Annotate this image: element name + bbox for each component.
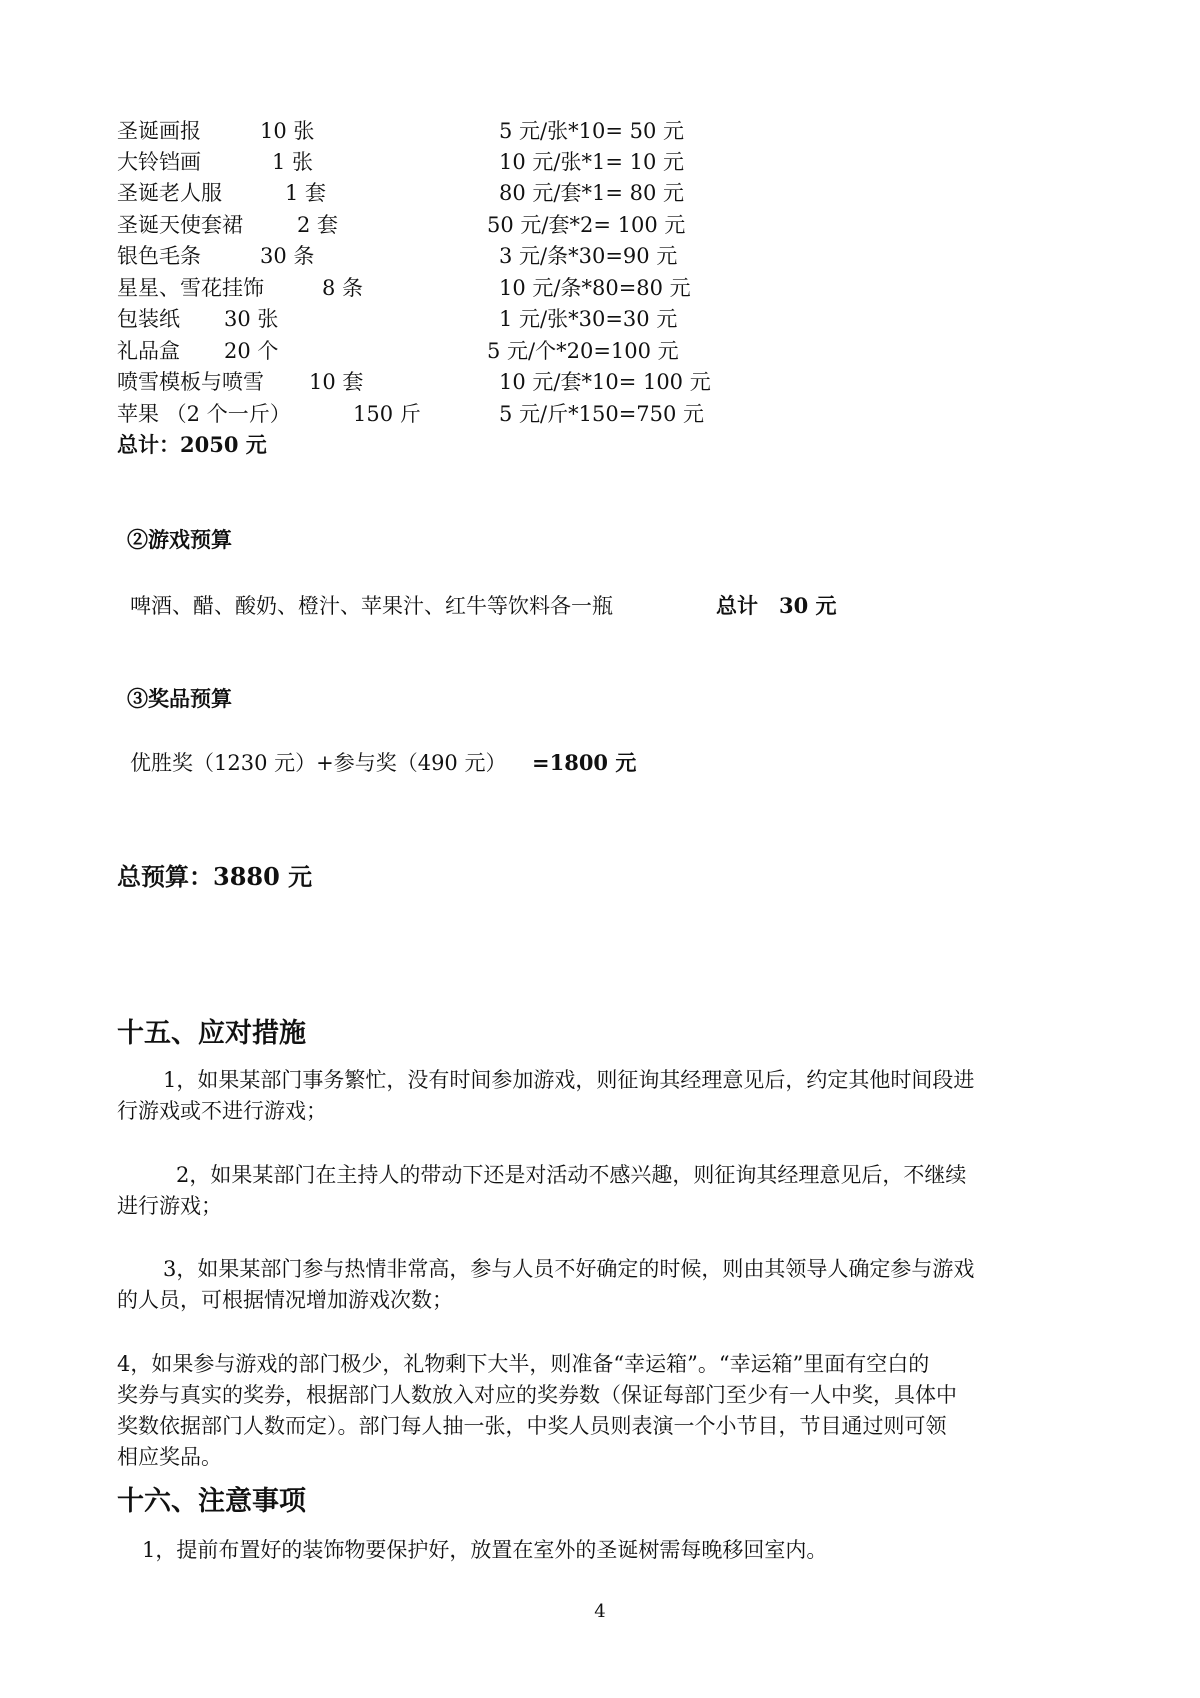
paragraph-line: 3，如果某部门参与热情非常高，参与人员不好确定的时候，则由其领导人确定参与游戏 — [163, 1257, 975, 1281]
item-qty: 30 张 — [224, 307, 279, 331]
paragraph-line: 1，提前布置好的装饰物要保护好，放置在室外的圣诞树需每晚移回室内。 — [142, 1538, 828, 1562]
item-qty: 1 张 — [272, 150, 314, 174]
paragraph-line: 行游戏或不进行游戏； — [117, 1099, 327, 1123]
budget-row — [117, 304, 1017, 334]
paragraph-line: 进行游戏； — [117, 1194, 222, 1218]
item-name: 圣诞天使套裙 — [117, 213, 243, 237]
item-name: 银色毛条 — [117, 244, 201, 268]
item-calc: 5 元/斤*150=750 元 — [499, 402, 705, 426]
item-calc: 10 元/张*1= 10 元 — [499, 150, 685, 174]
game-budget-text: 啤酒、醋、酸奶、橙汁、苹果汁、红牛等饮料各一瓶 — [130, 594, 613, 618]
paragraph-line: 2，如果某部门在主持人的带动下还是对活动不感兴趣，则征询其经理意见后，不继续 — [176, 1163, 967, 1187]
item-qty: 20 个 — [224, 339, 279, 363]
budget-row — [117, 273, 1017, 303]
item-name: 包装纸 — [117, 307, 180, 331]
budget-row — [117, 336, 1017, 366]
item-name: 圣诞画报 — [117, 119, 201, 143]
item-qty: 1 套 — [285, 181, 327, 205]
section-15-title: 十五、应对措施 — [117, 1018, 306, 1049]
paragraph-line: 4，如果参与游戏的部门极少，礼物剩下大半，则准备“幸运箱”。“幸运箱”里面有空白的 — [117, 1352, 930, 1376]
paragraph-line: 的人员，可根据情况增加游戏次数； — [117, 1288, 453, 1312]
item-name: 星星、雪花挂饰 — [117, 276, 264, 300]
item-calc: 1 元/张*30=30 元 — [499, 307, 678, 331]
page-number: 4 — [594, 1601, 606, 1622]
budget-row — [117, 178, 1017, 208]
paragraph-line: 奖数依据部门人数而定）。部门每人抽一张，中奖人员则表演一个小节目，节目通过则可领 — [117, 1414, 947, 1438]
prize-budget-heading: ③奖品预算 — [127, 686, 232, 711]
decor-total: 总计：2050 元 — [117, 432, 267, 457]
item-name: 圣诞老人服 — [117, 181, 222, 205]
item-qty: 10 张 — [260, 119, 315, 143]
item-name: 礼品盒 — [117, 339, 180, 363]
paragraph-line: 1，如果某部门事务繁忙，没有时间参加游戏，则征询其经理意见后，约定其他时间段进 — [163, 1068, 975, 1092]
item-name: 喷雪模板与喷雪 — [117, 370, 264, 394]
item-qty: 2 套 — [297, 213, 339, 237]
item-calc: 10 元/套*10= 100 元 — [499, 370, 711, 394]
item-qty: 8 条 — [322, 276, 364, 300]
item-qty: 30 条 — [260, 244, 315, 268]
item-calc: 5 元/个*20=100 元 — [487, 339, 679, 363]
prize-budget-total: =1800 元 — [532, 750, 637, 775]
budget-row — [117, 147, 1017, 177]
game-budget-heading: ②游戏预算 — [127, 527, 232, 552]
budget-row — [117, 210, 1017, 240]
paragraph-line: 奖券与真实的奖券，根据部门人数放入对应的奖券数（保证每部门至少有一人中奖，具体中 — [117, 1383, 957, 1407]
game-budget-total: 总计 30 元 — [716, 593, 837, 618]
item-calc: 3 元/条*30=90 元 — [499, 244, 678, 268]
item-qty: 10 套 — [309, 370, 364, 394]
budget-row — [117, 241, 1017, 271]
item-name: 苹果 （2 个一斤） — [117, 402, 291, 426]
item-name: 大铃铛画 — [117, 150, 201, 174]
item-calc: 10 元/条*80=80 元 — [499, 276, 691, 300]
item-qty: 150 斤 — [353, 402, 421, 426]
paragraph-line: 相应奖品。 — [117, 1445, 222, 1469]
section-16-title: 十六、注意事项 — [117, 1486, 306, 1517]
budget-row — [117, 116, 1017, 146]
item-calc: 80 元/套*1= 80 元 — [499, 181, 685, 205]
grand-total: 总预算：3880 元 — [117, 862, 313, 891]
prize-budget-text: 优胜奖（1230 元）+参与奖（490 元） — [130, 751, 507, 775]
budget-row — [117, 367, 1017, 397]
budget-row — [117, 399, 1017, 429]
item-calc: 50 元/套*2= 100 元 — [487, 213, 686, 237]
item-calc: 5 元/张*10= 50 元 — [499, 119, 685, 143]
